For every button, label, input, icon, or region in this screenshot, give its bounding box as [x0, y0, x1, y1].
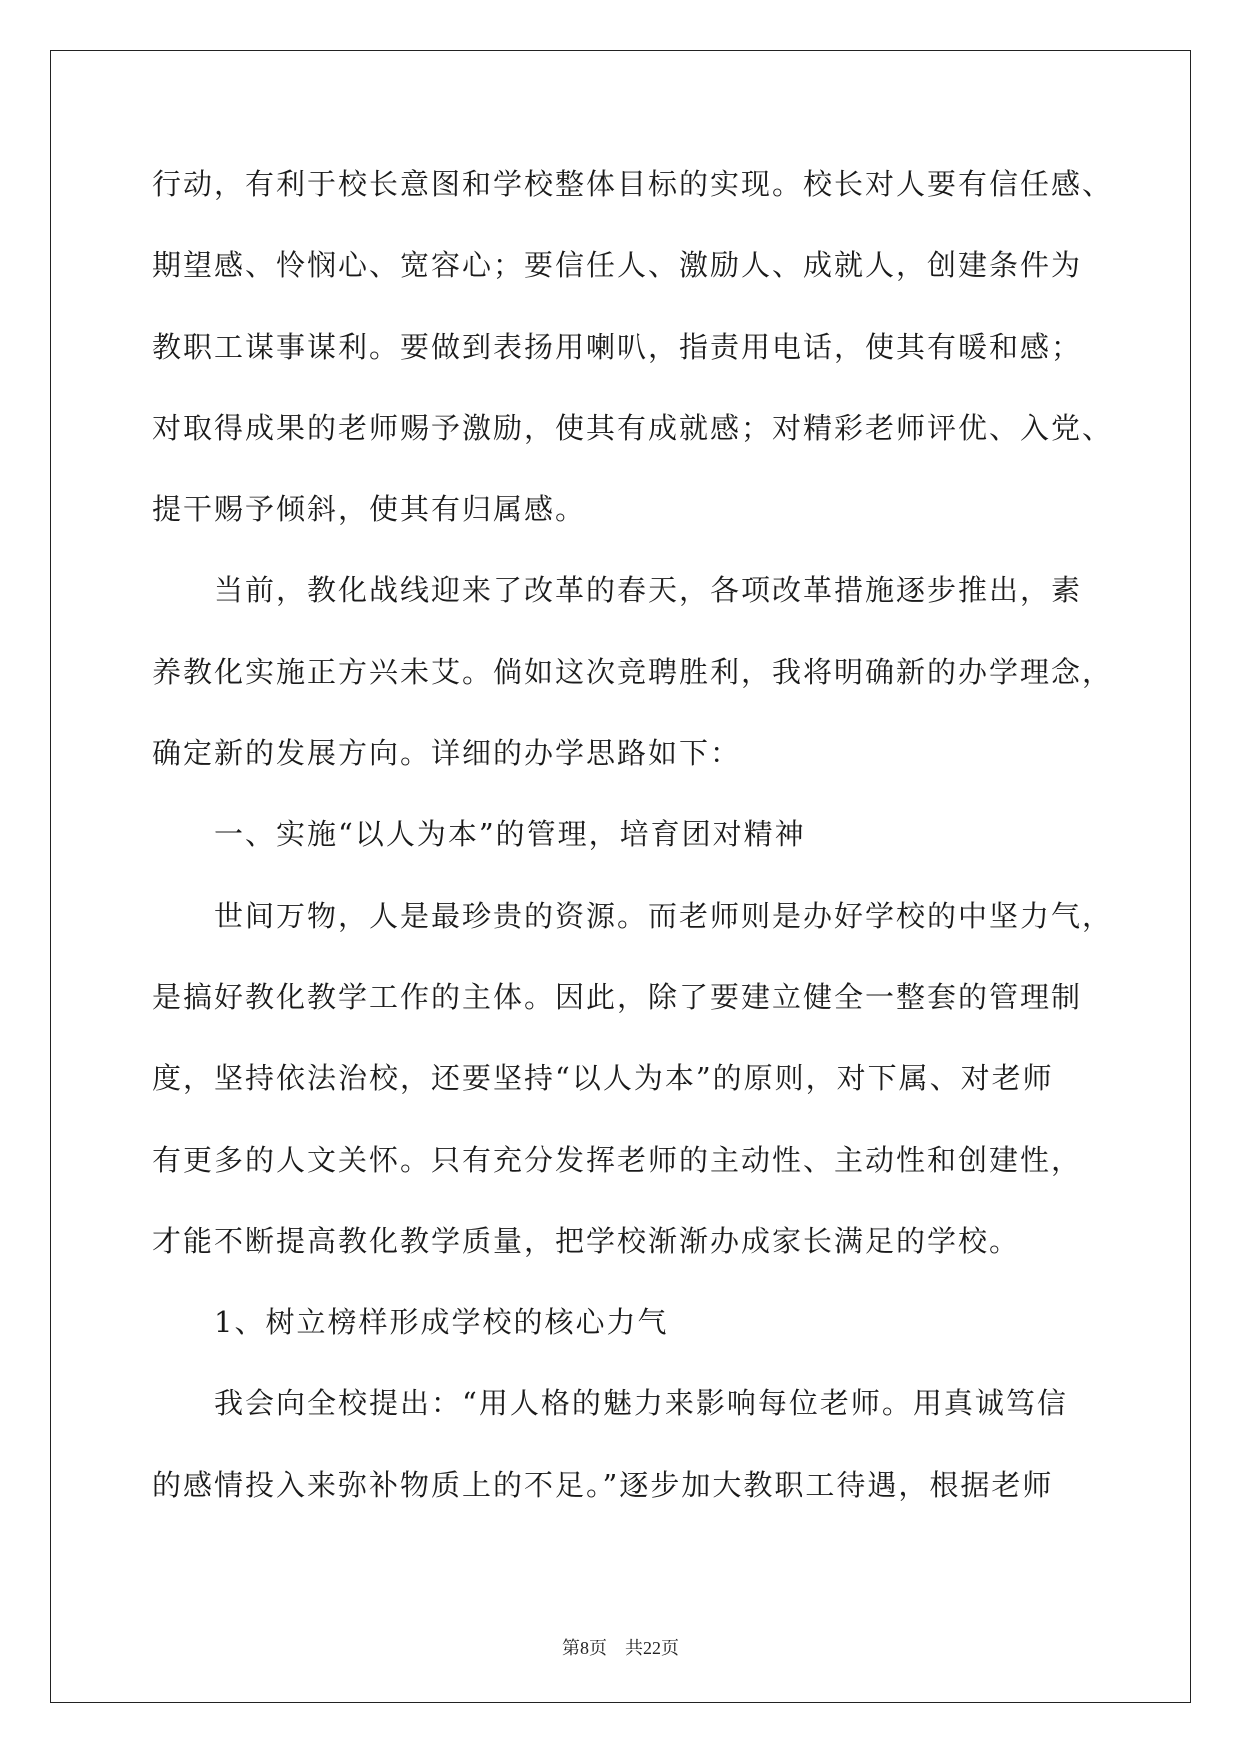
- section-heading: 一、实施“以人为本”的管理，培育团对精神: [152, 817, 806, 852]
- text-line: 是搞好教化教学工作的主体。因此，除了要建立健全一整套的管理制: [152, 979, 1083, 1014]
- text-line: 的感情投入来弥补物质上的不足。”逐步加大教职工待遇，根据老师: [152, 1467, 1054, 1502]
- text-line: 教职工谋事谋利。要做到表扬用喇叭，指责用电话，使其有暖和感；: [152, 329, 1083, 364]
- text-line: 有更多的人文关怀。只有充分发挥老师的主动性、主动性和创建性，: [152, 1142, 1083, 1177]
- text-line: 对取得成果的老师赐予激励，使其有成就感；对精彩老师评优、入党、: [152, 410, 1114, 445]
- text-line: 期望感、怜悯心、宽容心；要信任人、激励人、成就人，创建条件为: [152, 248, 1083, 283]
- text-line: 度，坚持依法治校，还要坚持“以人为本”的原则，对下属、对老师: [152, 1061, 1054, 1096]
- document-body: [152, 160, 1114, 1542]
- text-line: 世间万物，人是最珍贵的资源。而老师则是办好学校的中坚力气，: [152, 898, 1114, 933]
- page-number: 第8页 共22页: [562, 1638, 679, 1658]
- text-line: 确定新的发展方向。详细的办学思路如下：: [152, 736, 742, 771]
- text-line: 提干赐予倾斜，使其有归属感。: [152, 492, 587, 527]
- text-line: 养教化实施正方兴未艾。倘如这次竞聘胜利，我将明确新的办学理念，: [152, 654, 1114, 689]
- subsection-heading: 1、树立榜样形成学校的核心力气: [152, 1305, 669, 1340]
- text-line: 行动，有利于校长意图和学校整体目标的实现。校长对人要有信任感、: [152, 167, 1114, 201]
- text-line: 我会向全校提出：“用人格的魅力来影响每位老师。用真诚笃信: [152, 1386, 1068, 1421]
- text-line: 当前，教化战线迎来了改革的春天，各项改革措施逐步推出，素: [152, 573, 1083, 608]
- text-line: 才能不断提高教化教学质量，把学校渐渐办成家长满足的学校。: [152, 1223, 1021, 1258]
